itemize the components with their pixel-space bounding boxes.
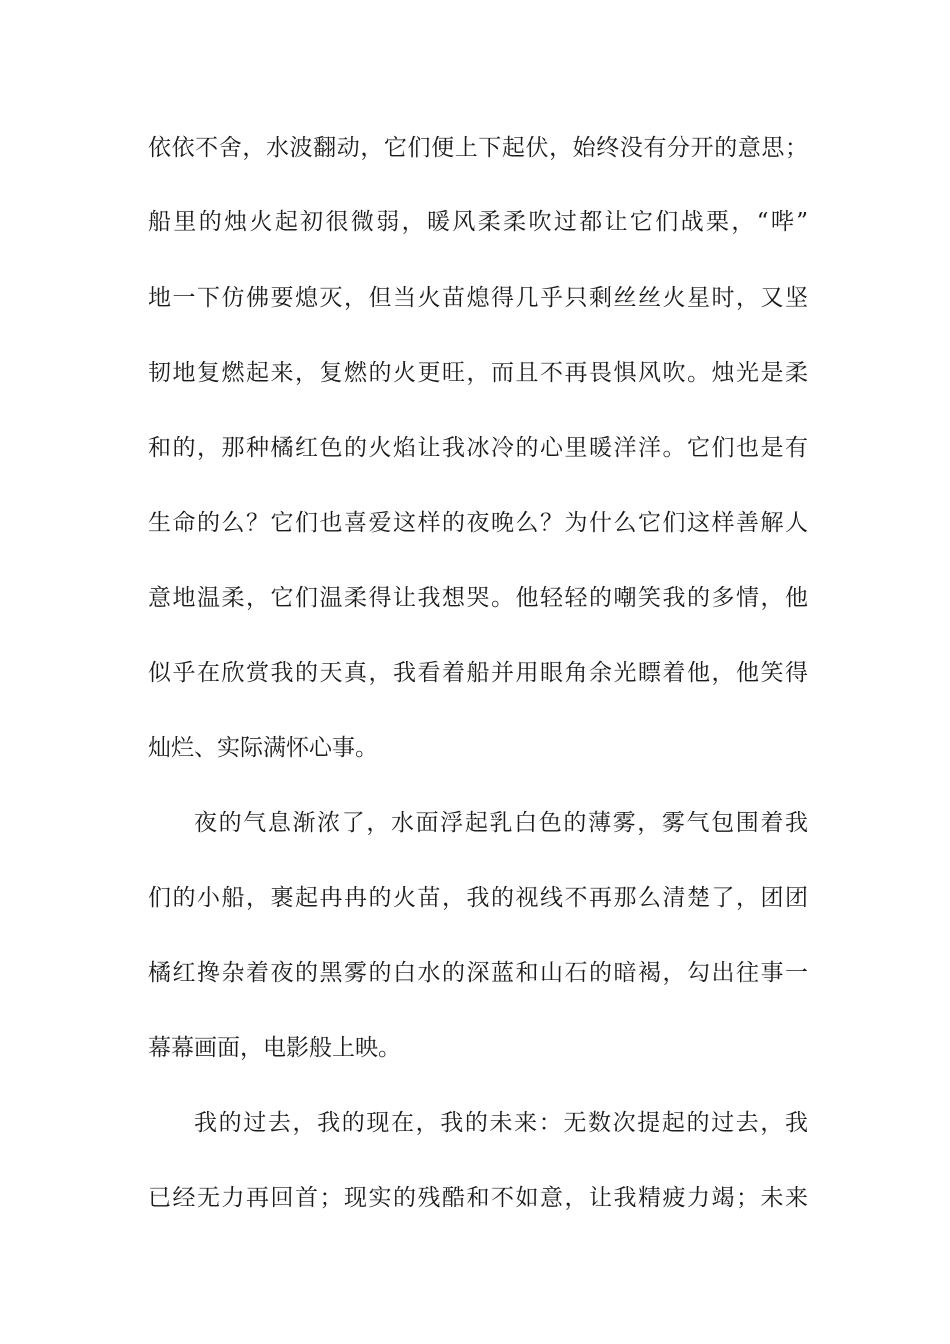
paragraph-line: 夜的气息渐浓了，水面浮起乳白色的薄雾，雾气包围着我 [194, 810, 808, 836]
paragraph-line: 意地温柔，它们温柔得让我想哭。他轻轻的嘲笑我的多情，他 [148, 585, 808, 611]
paragraph-line: 地一下仿佛要熄灭，但当火苗熄得几乎只剩丝丝火星时，又坚 [148, 285, 808, 311]
paragraph-line: 似乎在欣赏我的天真，我看着船并用眼角余光瞟着他，他笑得 [148, 660, 808, 686]
paragraph-line: 韧地复燃起来，复燃的火更旺，而且不再畏惧风吹。烛光是柔 [148, 360, 808, 386]
paragraph-line: 橘红搀杂着夜的黑雾的白水的深蓝和山石的暗褐，勾出往事一 [148, 960, 808, 986]
paragraph-line: 生命的么？它们也喜爱这样的夜晚么？为什么它们这样善解人 [148, 510, 808, 536]
paragraph-line: 幕幕画面，电影般上映。 [148, 1035, 401, 1061]
paragraph-line: 我的过去，我的现在，我的未来：无数次提起的过去，我 [194, 1110, 808, 1136]
paragraph-line: 依依不舍，水波翻动，它们便上下起伏，始终没有分开的意思； [148, 135, 808, 161]
paragraph-line: 船里的烛火起初很微弱，暖风柔柔吹过都让它们战栗，“哔” [148, 209, 808, 235]
paragraph-line: 们的小船，裹起冉冉的火苗，我的视线不再那么清楚了，团团 [148, 885, 808, 911]
paragraph-line: 和的，那种橘红色的火焰让我冰冷的心里暖洋洋。它们也是有 [148, 435, 808, 461]
paragraph-line: 灿烂、实际满怀心事。 [148, 735, 378, 761]
paragraph-line: 已经无力再回首；现实的残酷和不如意，让我精疲力竭；未来 [148, 1185, 808, 1211]
